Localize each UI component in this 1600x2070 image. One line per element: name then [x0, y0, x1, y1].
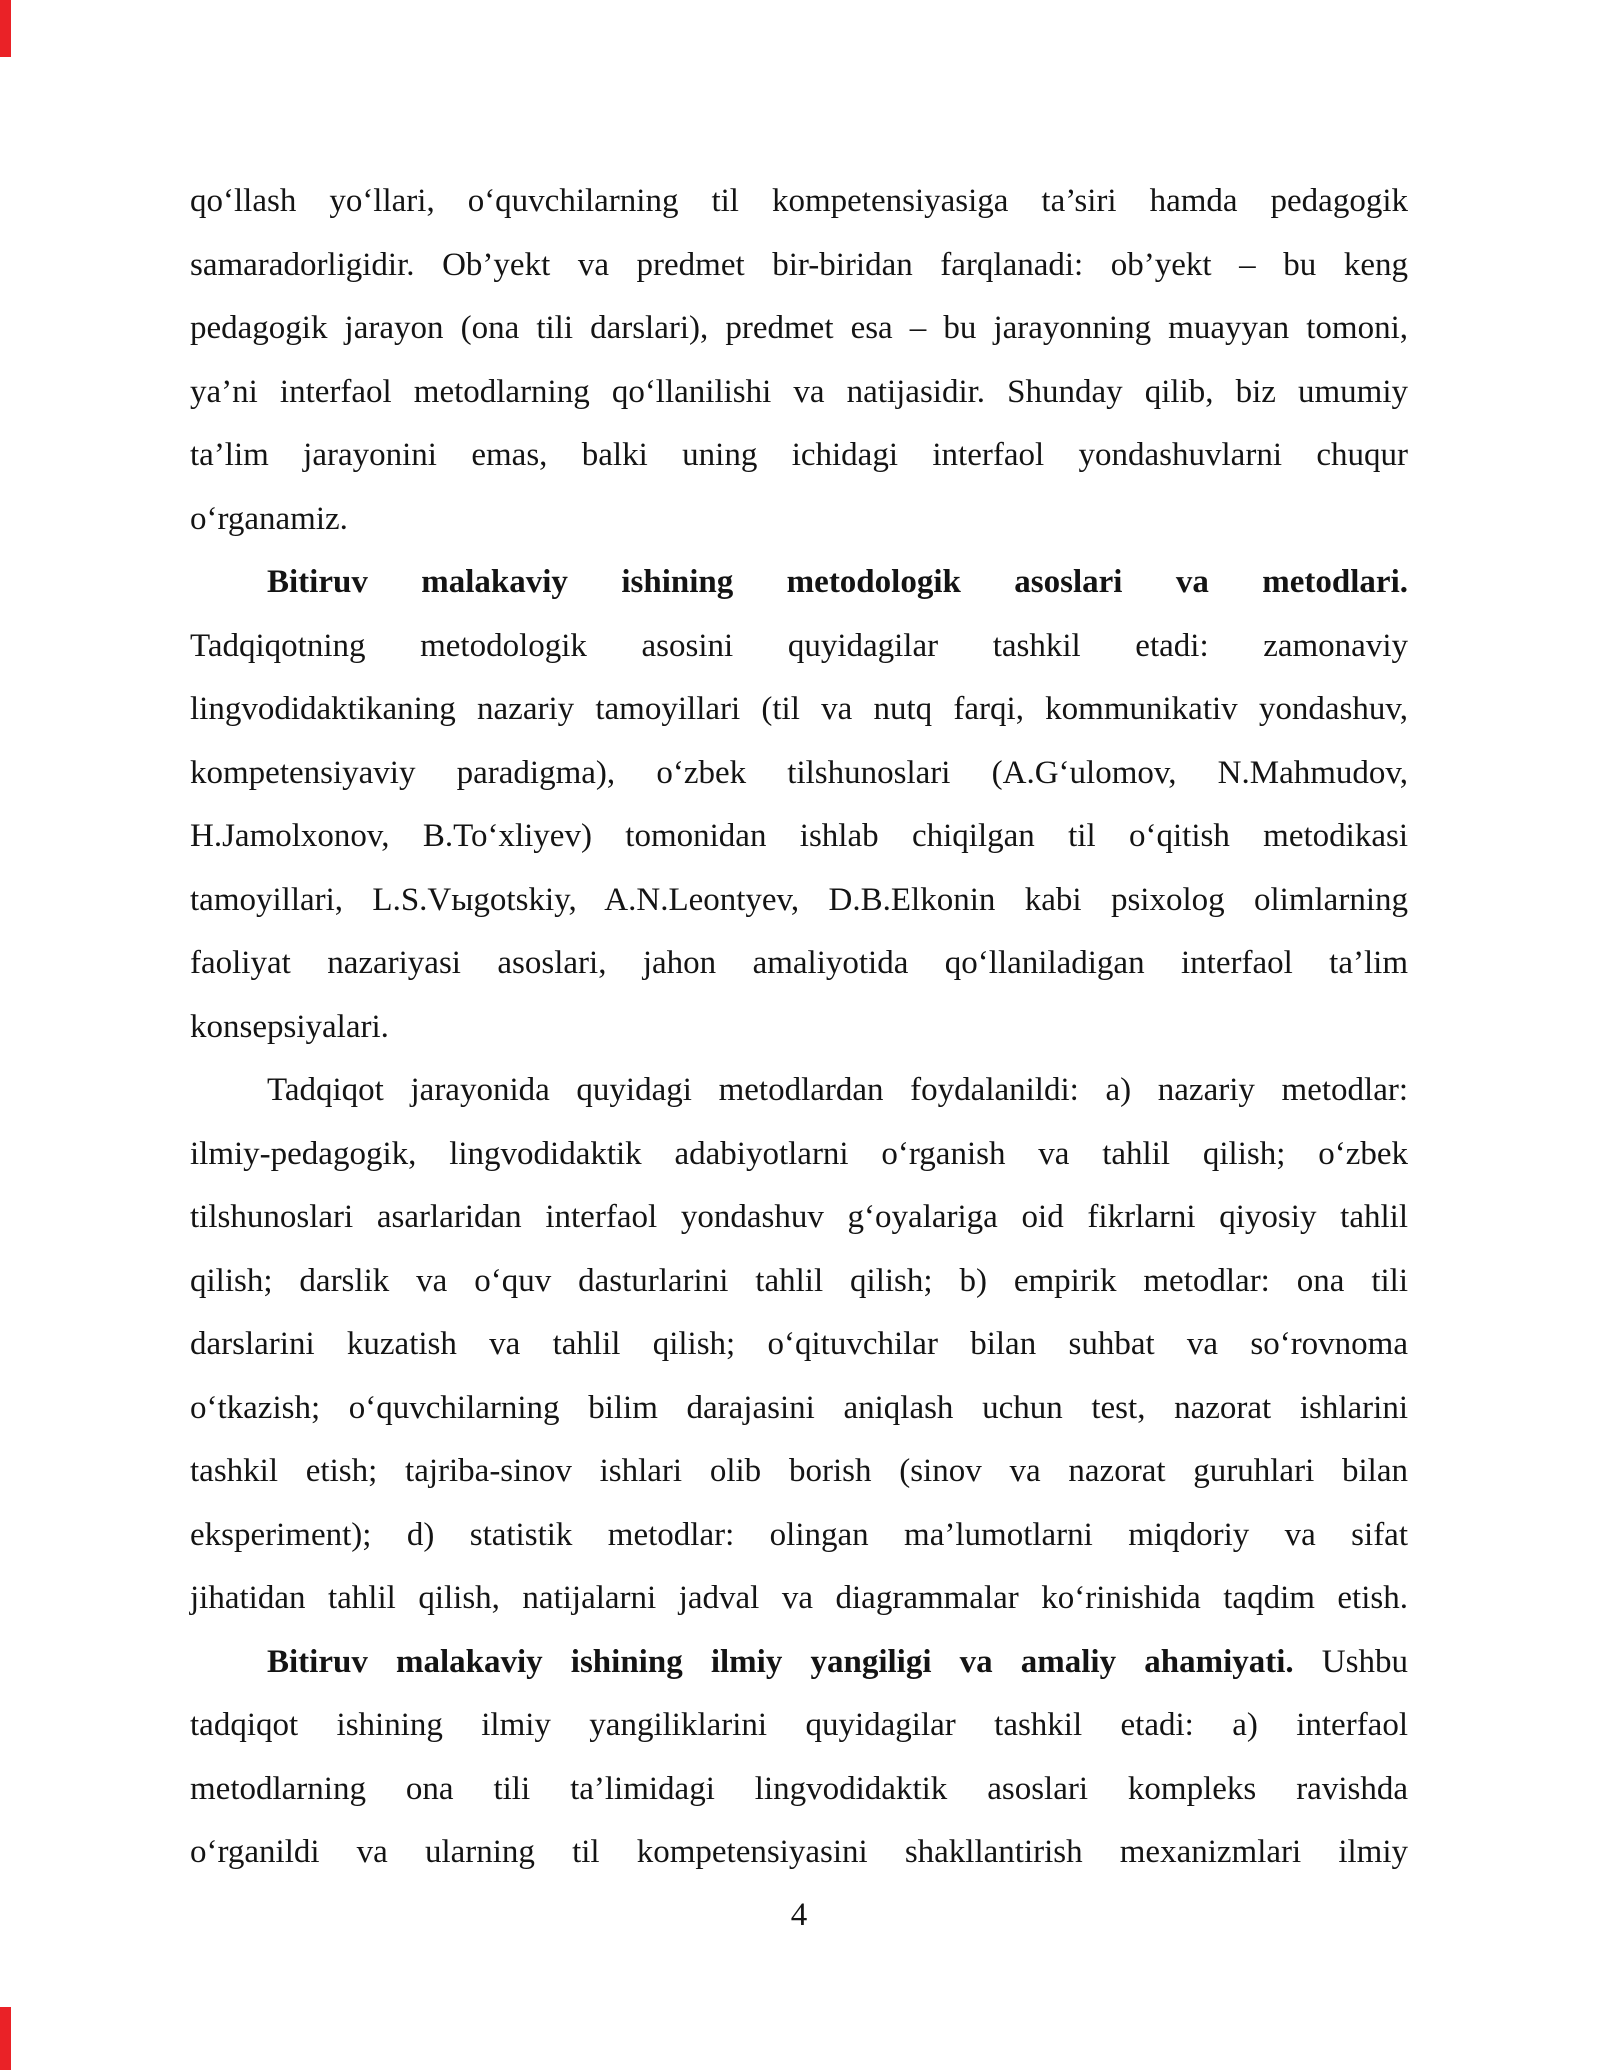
- text-line: [190, 932, 1408, 996]
- text-run: tashkil etish; tajriba-sinov ishlari olib borish (sinov va nazorat guruhlari bilan: [190, 1453, 1408, 1489]
- text-line: [190, 170, 1408, 234]
- text-line: [190, 1694, 1408, 1758]
- text-line: [190, 1059, 1408, 1123]
- text-run: tilshunoslari asarlaridan interfaol yondashuv g‘oyalariga oid fikrlarni qiyosiy tahlil: [190, 1199, 1408, 1235]
- text-run: tamoyillari, L.S.Vыgotskiy, A.N.Leontyev, D.B.Elkonin kabi psixolog olimlarning: [190, 881, 1408, 918]
- text-line: [190, 805, 1408, 869]
- bold-text-run: Bitiruv malakaviy ishining metodologik asoslari va metodlari.: [267, 564, 1408, 600]
- text-run: metodlarning ona tili ta’limidagi lingvodidaktik asoslari kompleks ravishda: [190, 1770, 1408, 1807]
- text-run: Ushbu: [1293, 1643, 1408, 1680]
- text-line: [190, 1504, 1408, 1568]
- text-run: samaradorligidir. Ob’yekt va predmet bir-biridan farqlanadi: ob’yekt – bu keng: [190, 246, 1408, 283]
- text-line: [190, 361, 1408, 425]
- text-run: jihatidan tahlil qilish, natijalarni jadval va diagrammalar ko‘rinishida taqdim etish.: [190, 1580, 1408, 1616]
- body-text: [190, 170, 1408, 1885]
- text-run: tadqiqot ishining ilmiy yangiliklarini quyidagilar tashkil etadi: a) interfaol: [190, 1707, 1408, 1743]
- text-line: [190, 1123, 1408, 1187]
- text-line: [190, 615, 1408, 679]
- text-run: H.Jamolxonov, B.To‘xliyev) tomonidan ishlab chiqilgan til o‘qitish metodikasi: [190, 818, 1408, 854]
- text-run: konsepsiyalari.: [190, 1008, 389, 1045]
- text-line: [190, 1313, 1408, 1377]
- text-line: [190, 488, 1408, 552]
- text-line: [190, 996, 1408, 1060]
- text-run: Tadqiqot jarayonida quyidagi metodlardan foydalanildi: a) nazariy metodlar:: [267, 1072, 1408, 1108]
- text-line: [190, 1758, 1408, 1822]
- text-run: qilish; darslik va o‘quv dasturlarini tahlil qilish; b) empirik metodlar: ona tili: [190, 1262, 1408, 1299]
- text-run: kompetensiyaviy paradigma), o‘zbek tilshunoslari (A.G‘ulomov, N.Mahmudov,: [190, 754, 1408, 791]
- text-run: faoliyat nazariyasi asoslari, jahon amaliyotida qo‘llaniladigan interfaol ta’lim: [190, 945, 1408, 981]
- text-run: o‘tkazish; o‘quvchilarning bilim darajasini aniqlash uchun test, nazorat ishlarini: [190, 1389, 1408, 1426]
- text-line: [190, 297, 1408, 361]
- text-line: [190, 424, 1408, 488]
- text-line: [190, 869, 1408, 933]
- text-line: [190, 234, 1408, 298]
- text-run: o‘rganamiz.: [190, 500, 348, 537]
- text-line: [190, 1631, 1408, 1695]
- text-run: darslarini kuzatish va tahlil qilish; o‘qituvchilar bilan suhbat va so‘rovnoma: [190, 1326, 1408, 1362]
- text-line: [190, 1186, 1408, 1250]
- text-run: eksperiment); d) statistik metodlar: olingan ma’lumotlarni miqdoriy va sifat: [190, 1516, 1408, 1553]
- text-run: pedagogik jarayon (ona tili darslari), predmet esa – bu jarayonning muayyan tomoni,: [190, 310, 1408, 346]
- text-run: lingvodidaktikaning nazariy tamoyillari (til va nutq farqi, kommunikativ yondashuv,: [190, 691, 1408, 727]
- text-line: [190, 1821, 1408, 1885]
- page-number: 4: [790, 1897, 808, 1933]
- text-run: ilmiy-pedagogik, lingvodidaktik adabiyotlarni o‘rganish va tahlil qilish; o‘zbek: [190, 1135, 1408, 1172]
- text-line: [190, 1440, 1408, 1504]
- text-run: ya’ni interfaol metodlarning qo‘llanilishi va natijasidir. Shunday qilib, biz umumiy: [190, 373, 1408, 410]
- text-line: [190, 1250, 1408, 1314]
- text-run: ta’lim jarayonini emas, balki uning ichidagi interfaol yondashuvlarni chuqur: [190, 437, 1408, 473]
- scan-edge-artifact-bottom: [0, 2007, 11, 2070]
- scan-edge-artifact-top: [0, 0, 11, 57]
- text-line: [190, 551, 1408, 615]
- text-run: Tadqiqotning metodologik asosini quyidagilar tashkil etadi: zamonaviy: [190, 627, 1408, 664]
- text-line: [190, 1567, 1408, 1631]
- text-run: qo‘llash yo‘llari, o‘quvchilarning til kompetensiyasiga ta’siri hamda pedagogik: [190, 183, 1408, 219]
- text-line: [190, 1377, 1408, 1441]
- text-line: [190, 742, 1408, 806]
- bold-text-run: Bitiruv malakaviy ishining ilmiy yangiligi va amaliy ahamiyati.: [267, 1643, 1294, 1680]
- text-run: o‘rganildi va ularning til kompetensiyasini shakllantirish mexanizmlari ilmiy: [190, 1834, 1408, 1870]
- text-line: [190, 678, 1408, 742]
